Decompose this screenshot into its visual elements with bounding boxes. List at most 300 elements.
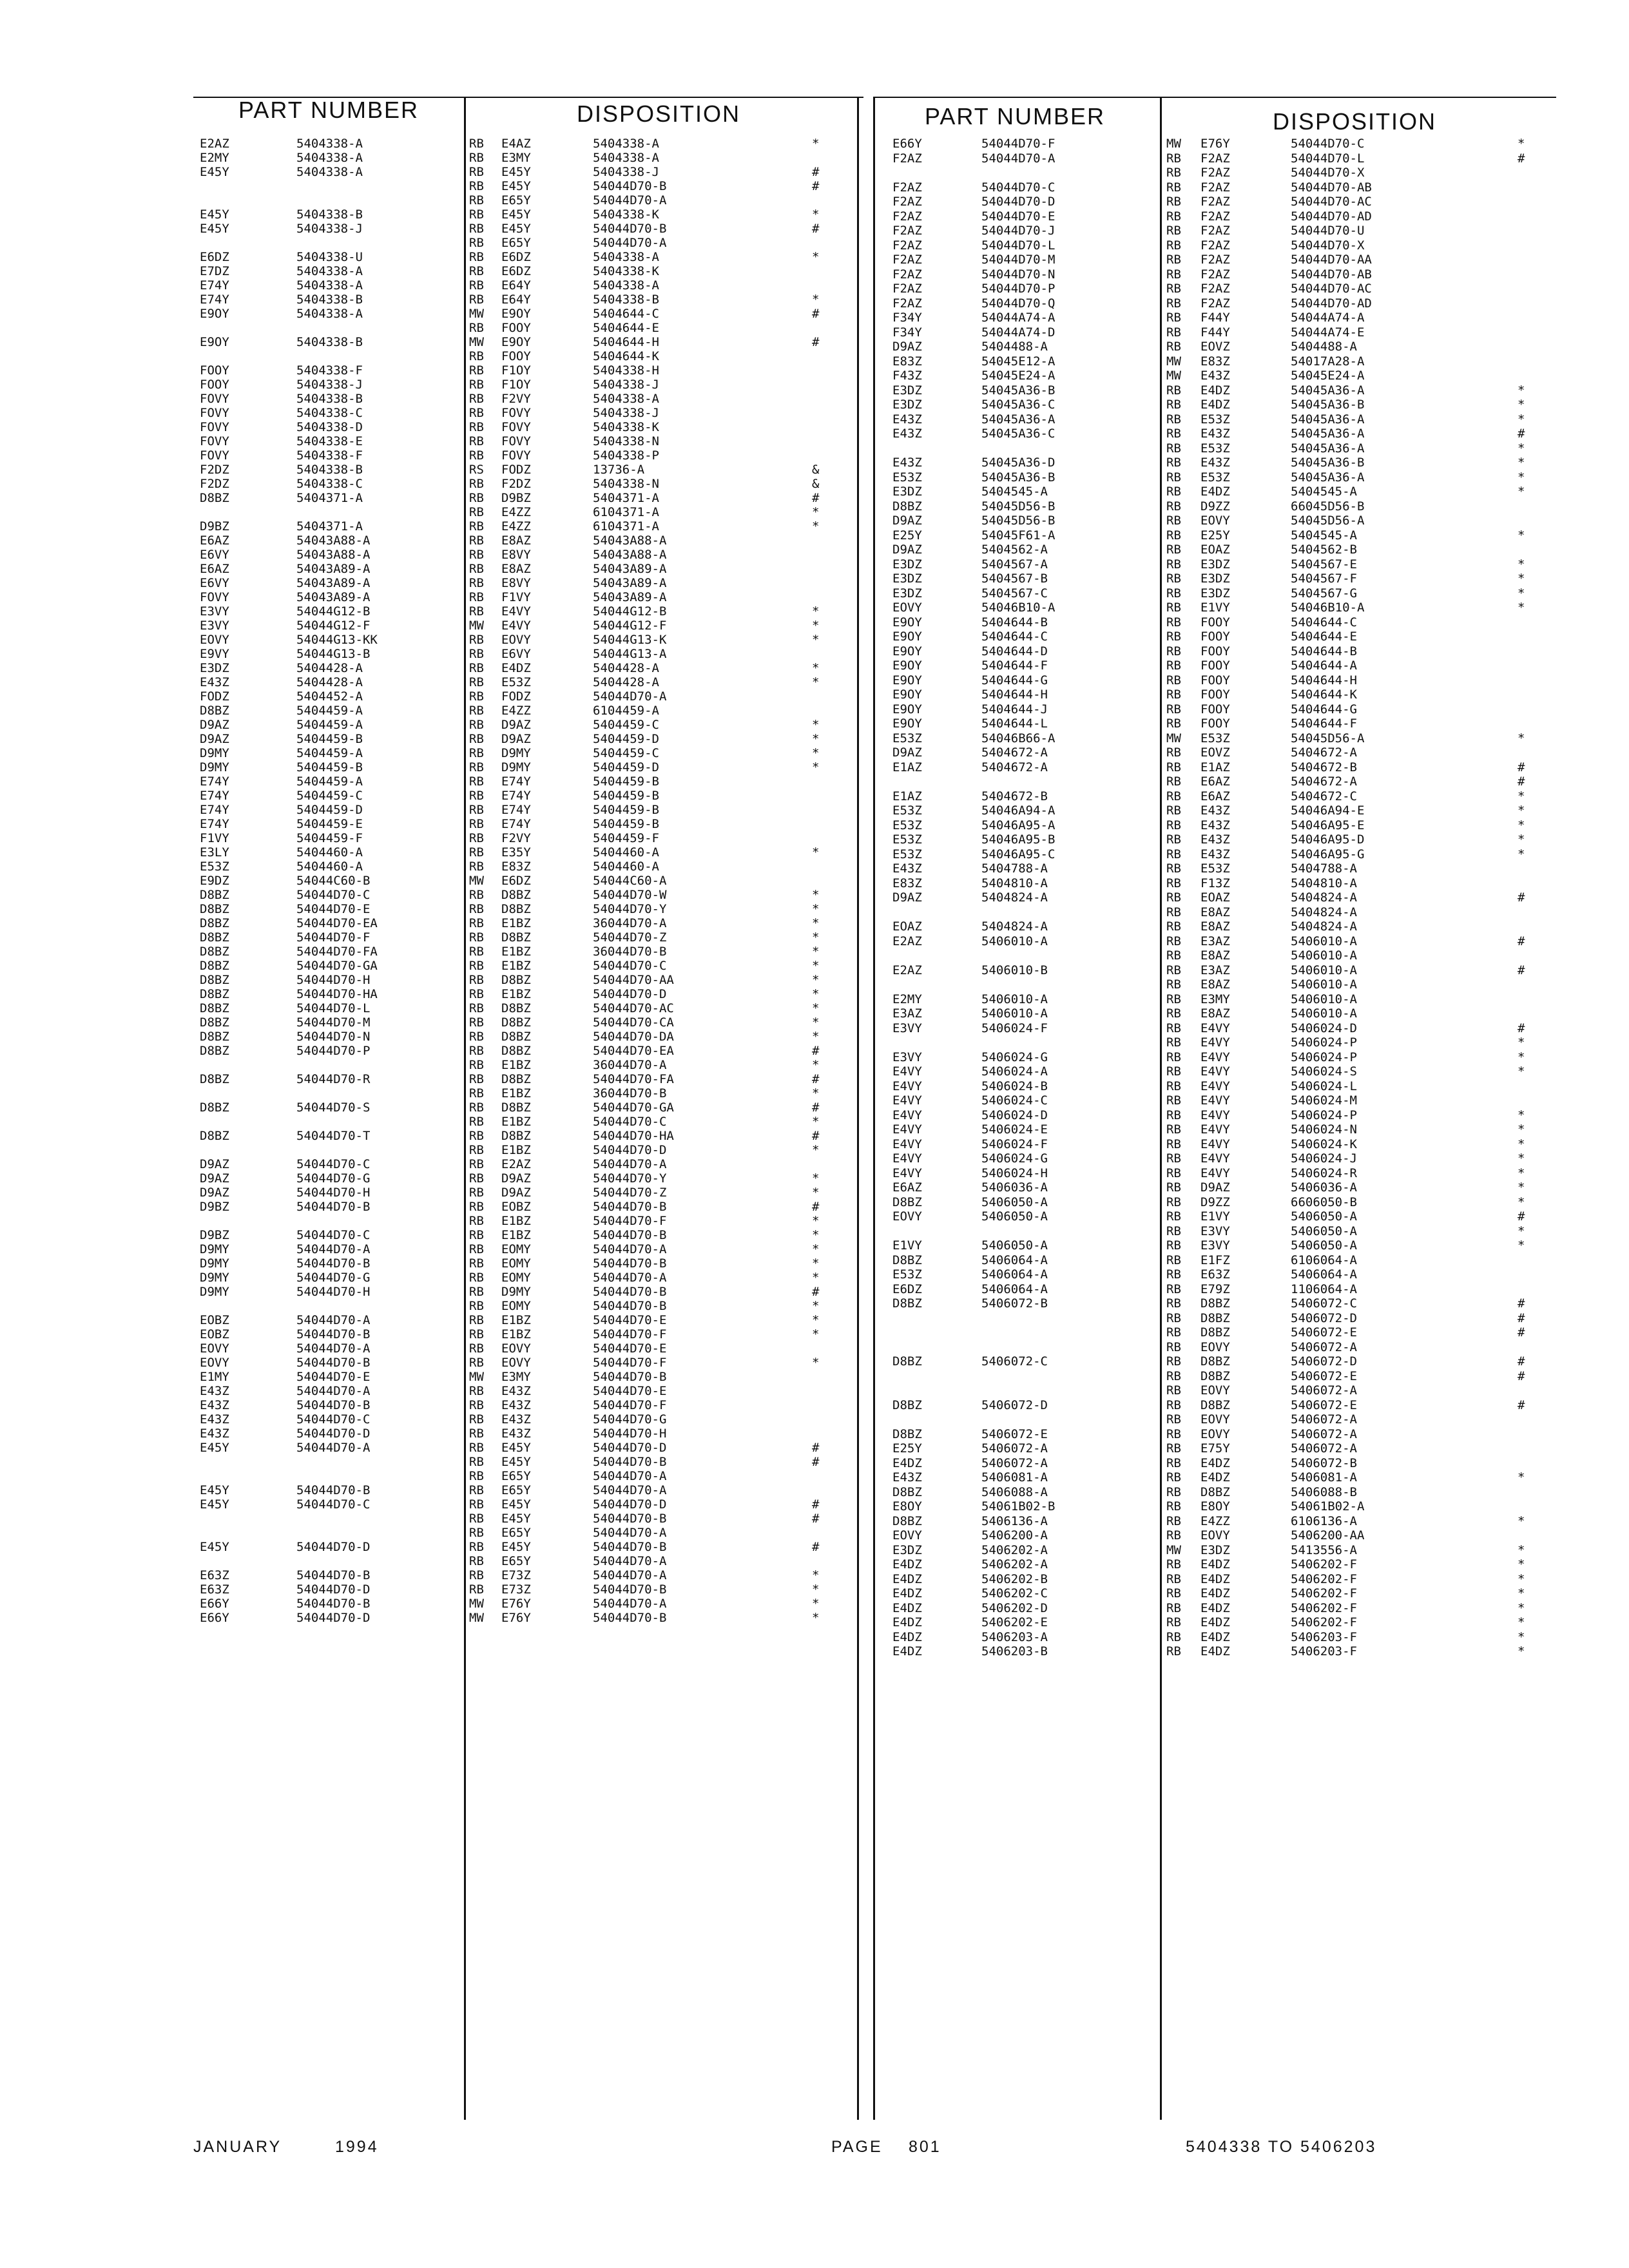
new-part-number: 5404644-E [593,321,659,335]
disposition-code: RB [1166,1180,1181,1195]
part-number: 5406010-A [981,1006,1048,1021]
disposition-code: RB [1166,557,1181,572]
new-model-code: E1BZ [501,1327,531,1341]
disposition-code: RB [1166,195,1181,209]
new-part-number: 5404338-J [593,378,659,392]
disposition-code: RB [1166,1021,1181,1035]
new-part-number: 6606050-B [1291,1195,1357,1209]
flag: # [1518,1209,1525,1224]
new-model-code: E4ZZ [501,519,531,533]
disposition-code: RB [1166,1557,1181,1571]
new-model-code: D8BZ [1200,1296,1230,1311]
disposition-code: RB [1166,572,1181,586]
model-code: D8BZ [892,499,922,514]
new-model-code: D9BZ [501,491,531,505]
new-part-number: 5404459-B [593,789,659,803]
disposition-code: RB [469,392,484,406]
disposition-code: RB [469,732,484,746]
disposition-code: RB [1166,1470,1181,1485]
disposition-code: RB [469,1214,484,1228]
part-number-header: PART NUMBER [925,103,1106,130]
new-part-number: 5404338-H [593,363,659,378]
disposition-code: RB [469,1554,484,1568]
model-code: E9OY [892,644,922,658]
new-model-code: E4DZ [1200,1629,1230,1644]
new-part-number: 5404459-C [593,718,659,732]
disposition-code: RB [1166,180,1181,195]
new-model-code: F2AZ [1200,296,1230,311]
new-part-number: 5404338-B [593,293,659,307]
new-model-code: EOVY [1200,1340,1230,1354]
flag: # [1518,1325,1525,1340]
flag: # [812,179,820,193]
new-part-number: 5404644-K [593,349,659,363]
new-part-number: 5404824-A [1291,905,1357,919]
new-part-number: 54044D70-B [593,1200,667,1214]
model-code: E45Y [200,1497,229,1512]
model-code: E4VY [892,1151,922,1166]
new-model-code: E4VY [1200,1122,1230,1137]
new-part-number: 6104371-A [593,519,659,533]
flag: * [1518,572,1525,586]
part-number: 5404338-B [296,207,363,222]
part-number: 5406202-E [981,1615,1048,1629]
model-code: E3DZ [892,383,922,398]
model-code: D9AZ [892,543,922,557]
new-part-number: 54044D70-AB [1291,267,1372,282]
disposition-code: RB [1166,1224,1181,1238]
new-part-number: 54044D70-F [593,1327,667,1341]
flag: * [812,1001,820,1015]
disposition-code: RB [1166,992,1181,1006]
model-code: E43Z [892,427,922,441]
new-part-number: 54044D70-C [593,1115,667,1129]
flag: # [1518,1398,1525,1412]
model-code: F2DZ [200,463,229,477]
new-part-number: 54044D70-Z [593,930,667,945]
new-model-code: EOMY [501,1242,531,1256]
new-part-number: 54046A95-G [1291,847,1365,861]
part-number: 54044D70-E [296,1370,371,1384]
flag: * [812,959,820,973]
new-model-code: D8BZ [1200,1398,1230,1412]
disposition-code: RB [1166,1412,1181,1427]
disposition-code: MW [469,1597,484,1611]
disposition-code: RB [469,1469,484,1483]
model-code: E2MY [892,992,922,1006]
part-number: 54044D70-G [296,1271,371,1285]
new-model-code: E3DZ [1200,586,1230,601]
model-code: F2AZ [892,238,922,253]
flag: * [1518,1615,1525,1629]
new-part-number: 5406072-E [1291,1398,1357,1412]
new-part-number: 5404460-A [593,860,659,874]
disposition-code: RB [469,704,484,718]
new-part-number: 5404338-P [593,448,659,463]
disposition-code: RB [469,1427,484,1441]
new-part-number: 54044D70-C [1291,137,1365,151]
part-number: 54044D70-P [296,1044,371,1058]
new-part-number: 54044D70-HA [593,1129,674,1143]
flag: # [812,335,820,349]
model-code: E25Y [892,528,922,543]
model-code: E6AZ [200,533,229,548]
new-part-number: 5404788-A [1291,861,1357,876]
flag: * [1518,1644,1525,1658]
model-code: E66Y [200,1597,229,1611]
flag: * [812,746,820,760]
new-part-number: 54044D70-B [593,1256,667,1271]
new-model-code: E4AZ [501,137,531,151]
flag: * [1518,789,1525,803]
model-code: E4DZ [892,1615,922,1629]
part-number: 5406203-B [981,1644,1048,1658]
new-model-code: EOVY [1200,1427,1230,1441]
new-model-code: E4VY [1200,1093,1230,1108]
new-part-number: 5406203-F [1291,1629,1357,1644]
model-code: D9BZ [200,519,229,533]
new-part-number: 5404338-K [593,420,659,434]
flag: * [1518,1557,1525,1571]
new-part-number: 5406202-F [1291,1586,1357,1600]
new-model-code: EOVY [1200,1412,1230,1427]
part-number: 54044D70-Q [981,296,1055,311]
new-part-number: 5404459-B [593,774,659,789]
new-model-code: E3DZ [1200,1542,1230,1557]
part-number: 54045A36-A [981,412,1055,427]
disposition-code: RB [469,1072,484,1086]
model-code: E9OY [200,307,229,321]
disposition-code: RB [1166,1644,1181,1658]
new-part-number: 5404460-A [593,845,659,860]
disposition-code: RB [1166,832,1181,847]
new-part-number: 13736-A [593,463,645,477]
new-model-code: E63Z [1200,1267,1230,1282]
model-code: D9MY [200,1285,229,1299]
model-code: D8BZ [200,491,229,505]
model-code: E63Z [200,1582,229,1597]
flag: * [1518,1108,1525,1122]
new-part-number: 54043A88-A [593,548,667,562]
new-model-code: FOVY [501,420,531,434]
model-code: E1AZ [892,760,922,774]
new-model-code: FOOY [1200,615,1230,629]
part-number: 5406010-B [981,963,1048,977]
model-code: E3VY [892,1050,922,1064]
model-code: E43Z [200,1384,229,1398]
new-part-number: 54044D70-L [1291,151,1365,166]
part-number: 5404567-A [981,557,1048,572]
new-part-number: 54044D70-B [593,1370,667,1384]
part-number: 5406081-A [981,1470,1048,1485]
model-code: E53Z [892,803,922,818]
new-part-number: 5404562-B [1291,543,1357,557]
new-model-code: E53Z [1200,731,1230,745]
model-code: D9MY [200,1271,229,1285]
model-code: E45Y [200,1441,229,1455]
model-code: D9MY [200,760,229,774]
new-model-code: E8VY [501,576,531,590]
new-model-code: E43Z [501,1398,531,1412]
model-code: D8BZ [200,1001,229,1015]
new-part-number: 54044A74-E [1291,325,1365,340]
disposition-code: RB [1166,398,1181,412]
disposition-code: RB [469,1228,484,1242]
disposition-code: RB [1166,919,1181,934]
new-model-code: E4VY [501,604,531,619]
part-number: 5404428-A [296,661,363,675]
disposition-code: RB [469,718,484,732]
disposition-code: MW [469,1611,484,1625]
model-code: D8BZ [200,916,229,930]
new-model-code: E1BZ [501,959,531,973]
disposition-code: RB [1166,427,1181,441]
disposition-code: RB [1166,977,1181,992]
new-model-code: E6VY [501,647,531,661]
new-part-number: 54045A36-A [1291,441,1365,456]
new-part-number: 54044D70-A [593,1271,667,1285]
part-number: 5404545-A [981,485,1048,499]
part-number: 54044D70-A [981,151,1055,166]
new-model-code: E43Z [501,1412,531,1427]
part-number: 5406203-A [981,1629,1048,1644]
disposition-code: RB [1166,1137,1181,1151]
new-part-number: 5404338-K [593,264,659,278]
new-part-number: 5406072-D [1291,1311,1357,1325]
flag: # [1518,760,1525,774]
model-code: E45Y [200,165,229,179]
new-part-number: 54044D70-B [593,179,667,193]
model-code: F34Y [892,311,922,325]
disposition-code: RB [1166,1151,1181,1166]
flag: * [812,1327,820,1341]
disposition-code: RB [469,363,484,378]
new-model-code: F2AZ [1200,253,1230,267]
new-model-code: E64Y [501,293,531,307]
new-part-number: 5404459-B [593,817,659,831]
new-part-number: 54044D70-A [593,689,667,704]
new-part-number: 54044D70-Y [593,1171,667,1186]
disposition-code: RB [469,987,484,1001]
model-code: E2AZ [200,137,229,151]
new-model-code: D9ZZ [1200,1195,1230,1209]
flag: * [1518,1224,1525,1238]
model-code: F2AZ [892,296,922,311]
new-part-number: 6106136-A [1291,1514,1357,1528]
disposition-code: RB [469,1384,484,1398]
model-code: E9OY [892,615,922,629]
new-model-code: EOVY [1200,1383,1230,1398]
new-part-number: 54044A74-A [1291,311,1365,325]
new-part-number: 5404567-G [1291,586,1357,601]
model-code: E6DZ [892,1282,922,1296]
new-part-number: 54044D70-D [593,1441,667,1455]
disposition-code: RB [469,661,484,675]
model-code: F2AZ [892,282,922,296]
flag: * [812,760,820,774]
new-part-number: 54044D70-A [593,1242,667,1256]
flag: * [812,732,820,746]
part-number: 54045F61-A [981,528,1055,543]
model-code: E25Y [892,1441,922,1456]
new-model-code: F13Z [1200,876,1230,890]
new-model-code: F2VY [501,831,531,845]
model-code: E3DZ [892,485,922,499]
model-code: FOOY [200,378,229,392]
new-model-code: E4VY [501,619,531,633]
disposition-code: RB [1166,1586,1181,1600]
new-part-number: 54043A89-A [593,562,667,576]
new-model-code: EOMY [501,1271,531,1285]
new-model-code: D8BZ [501,888,531,902]
new-model-code: FODZ [501,689,531,704]
new-model-code: E64Y [501,278,531,293]
disposition-code: RB [1166,1427,1181,1441]
new-part-number: 5406072-B [1291,1456,1357,1470]
part-number: 54044D70-HA [296,987,378,1001]
flag: * [812,973,820,987]
flag: * [812,1086,820,1100]
flag: * [812,916,820,930]
part-number: 5404371-A [296,491,363,505]
disposition-code: RB [1166,1340,1181,1354]
disposition-code: RB [1166,166,1181,180]
new-model-code: D8BZ [501,1030,531,1044]
left-table [193,97,863,2120]
disposition-code: RB [1166,629,1181,644]
new-part-number: 5406024-P [1291,1108,1357,1122]
part-number: 5404338-C [296,477,363,491]
new-part-number: 54044D70-B [593,1455,667,1469]
part-number: 5406024-E [981,1122,1048,1137]
part-number: 54044D70-B [296,1356,371,1370]
disposition-code: RB [469,548,484,562]
part-number: 54044D70-GA [296,959,378,973]
model-code: D8BZ [200,888,229,902]
disposition-code: RB [469,1497,484,1512]
part-number: 5404428-A [296,675,363,689]
disposition-code: RB [469,491,484,505]
disposition-code: RB [469,1143,484,1157]
part-number: 5406010-A [981,934,1048,948]
new-part-number: 54044D70-F [593,1356,667,1370]
flag: * [812,519,820,533]
flag: * [1518,137,1525,151]
part-number: 5404488-A [981,340,1048,354]
footer-date: JANUARY [193,2138,282,2156]
new-model-code: E45Y [501,1540,531,1554]
new-model-code: E1BZ [501,1228,531,1242]
new-model-code: FOOY [1200,629,1230,644]
new-model-code: E3AZ [1200,963,1230,977]
new-model-code: E45Y [501,222,531,236]
model-code: E53Z [200,860,229,874]
model-code: D8BZ [892,1427,922,1441]
model-code: E3LY [200,845,229,860]
new-part-number: 5406024-J [1291,1151,1357,1166]
part-number: 54044D70-B [296,1398,371,1412]
disposition-code: RB [469,845,484,860]
model-code: E6VY [200,576,229,590]
new-model-code: E25Y [1200,528,1230,543]
flag: # [812,1441,820,1455]
new-model-code: D8BZ [501,1044,531,1058]
flag: # [1518,1311,1525,1325]
disposition-code: RB [469,1398,484,1412]
new-part-number: 54044D70-EA [593,1044,674,1058]
disposition-code: RB [469,959,484,973]
disposition-code: RB [469,590,484,604]
new-model-code: F2VY [501,392,531,406]
new-part-number: 5404644-C [593,307,659,321]
new-part-number: 5404644-G [1291,702,1357,716]
disposition-code: RB [469,1441,484,1455]
disposition-code: RB [1166,340,1181,354]
new-model-code: D8BZ [501,1100,531,1115]
new-model-code: EOVY [501,633,531,647]
new-model-code: E53Z [1200,412,1230,427]
new-part-number: 54046A95-D [1291,832,1365,847]
disposition-code: RB [469,746,484,760]
flag: # [812,1129,820,1143]
disposition-code: RB [469,1512,484,1526]
new-part-number: 36044D70-B [593,945,667,959]
model-code: E2AZ [892,934,922,948]
new-model-code: E8AZ [1200,905,1230,919]
new-model-code: D8BZ [501,1072,531,1086]
part-number: 5406202-D [981,1600,1048,1615]
new-part-number: 5406010-A [1291,977,1357,992]
flag: * [812,1143,820,1157]
new-model-code: E45Y [501,1455,531,1469]
disposition-code: RB [1166,673,1181,687]
footer-year: 1994 [335,2138,379,2156]
part-number: 5404459-E [296,817,363,831]
model-code: E9OY [892,629,922,644]
flag: * [1518,1542,1525,1557]
model-code: E43Z [200,675,229,689]
disposition-code: RB [469,803,484,817]
new-model-code: E75Y [1200,1441,1230,1456]
part-number: 5404338-A [296,165,363,179]
part-number: 5404338-B [296,463,363,477]
disposition-code: RB [1166,760,1181,774]
part-number: 54044D70-B [296,1200,371,1214]
disposition-code: RB [1166,658,1181,673]
disposition-code: RB [469,647,484,661]
flag: * [1518,485,1525,499]
new-model-code: E65Y [501,1469,531,1483]
new-part-number: 54043A89-A [593,576,667,590]
part-number: 5406072-B [981,1296,1048,1311]
disposition-code: RB [469,689,484,704]
disposition-code: RB [1166,905,1181,919]
new-part-number: 54044D70-B [593,1285,667,1299]
new-model-code: E8AZ [1200,919,1230,934]
new-model-code: E1BZ [501,1115,531,1129]
flag: * [812,845,820,860]
new-part-number: 36044D70-B [593,1086,667,1100]
disposition-code: RB [469,774,484,789]
new-model-code: E6AZ [1200,774,1230,789]
disposition-code: RB [469,973,484,987]
flag: * [1518,1586,1525,1600]
flag: * [812,1171,820,1186]
new-model-code: F2AZ [1200,282,1230,296]
part-number: 54044D70-A [296,1441,371,1455]
disposition-code: MW [1166,731,1181,745]
disposition-code: RB [469,760,484,774]
